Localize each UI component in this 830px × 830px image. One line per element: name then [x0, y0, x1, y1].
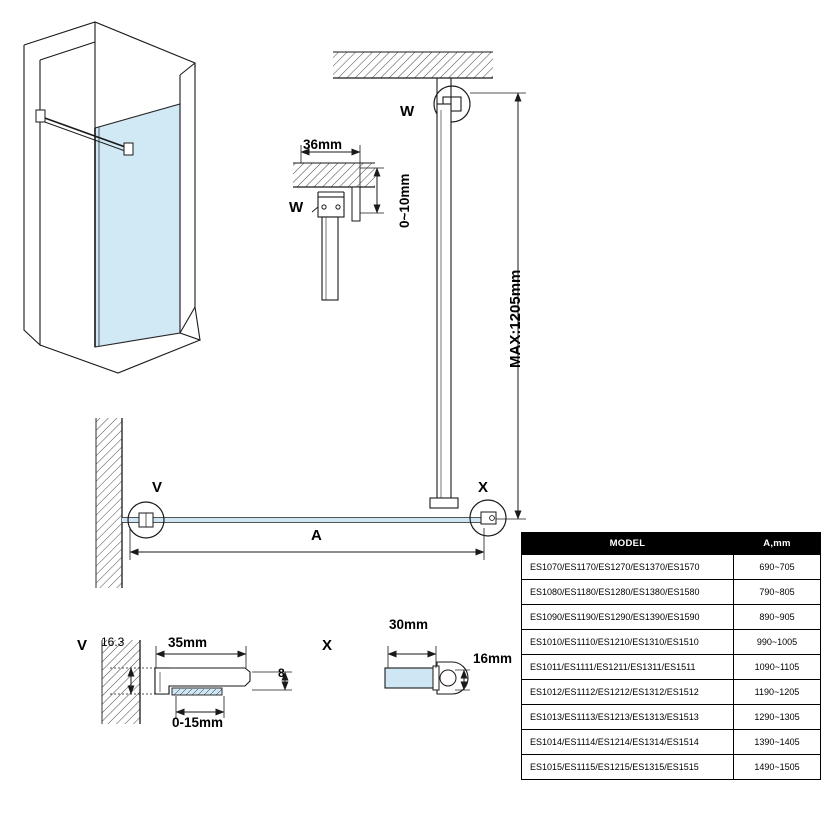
cell-model: ES1015/ES1115/ES1215/ES1315/ES1515	[522, 755, 734, 780]
cell-a-value: 690~705	[734, 555, 821, 580]
table-row	[522, 730, 821, 755]
cell-a-value: 1390~1405	[734, 730, 821, 755]
table-row	[522, 755, 821, 780]
cell-model: ES1011/ES1111/ES1211/ES1311/ES1511	[522, 655, 734, 680]
cell-a-value: 1190~1205	[734, 680, 821, 705]
table-row	[522, 630, 821, 655]
dim-16-3: 16.3	[101, 635, 125, 649]
cell-model: ES1070/ES1170/ES1270/ES1370/ES1570	[522, 555, 734, 580]
table-row	[522, 555, 821, 580]
dim-36mm: 36mm	[303, 137, 343, 152]
detail-v-section	[102, 640, 292, 724]
cell-a-value: 1290~1305	[734, 705, 821, 730]
cell-a-value: 1490~1505	[734, 755, 821, 780]
detail-w	[293, 145, 384, 300]
cell-model: ES1010/ES1110/ES1210/ES1310/ES1510	[522, 630, 734, 655]
label-v-section: V	[77, 637, 88, 654]
label-x-plan: X	[478, 479, 489, 496]
col-header-model: MODEL	[522, 533, 734, 555]
table-row	[522, 655, 821, 680]
label-v-plan: V	[152, 479, 163, 496]
cell-a-value: 1090~1105	[734, 655, 821, 680]
table-row	[522, 705, 821, 730]
dim-max-height: MAX:1205mm	[507, 269, 524, 368]
dim-a: A	[311, 527, 322, 544]
cell-a-value: 790~805	[734, 580, 821, 605]
table-row	[522, 605, 821, 630]
dim-8: 8	[278, 666, 285, 680]
cell-a-value: 890~905	[734, 605, 821, 630]
table-header-row	[522, 533, 821, 555]
col-header-a: A,mm	[734, 533, 821, 555]
label-x-section: X	[322, 637, 333, 654]
elevation-view	[333, 52, 526, 519]
dim-16mm: 16mm	[473, 651, 513, 666]
cell-model: ES1080/ES1180/ES1280/ES1380/ES1580	[522, 580, 734, 605]
cell-model: ES1090/ES1190/ES1290/ES1390/ES1590	[522, 605, 734, 630]
dim-35mm: 35mm	[168, 635, 208, 650]
dim-0-10mm: 0~10mm	[397, 173, 412, 228]
label-w-top: W	[400, 103, 415, 120]
cell-model: ES1012/ES1112/ES1212/ES1312/ES1512	[522, 680, 734, 705]
cell-model: ES1014/ES1114/ES1214/ES1314/ES1514	[522, 730, 734, 755]
cell-a-value: 990~1005	[734, 630, 821, 655]
label-w-detail: W	[289, 199, 304, 216]
dim-0-15mm: 0-15mm	[172, 715, 224, 730]
dim-30mm: 30mm	[389, 617, 429, 632]
detail-x-section	[385, 646, 470, 694]
cell-model: ES1013/ES1113/ES1213/ES1313/ES1513	[522, 705, 734, 730]
table-row	[522, 680, 821, 705]
model-dimension-table	[521, 532, 821, 780]
perspective-view	[24, 22, 200, 373]
table-row	[522, 580, 821, 605]
